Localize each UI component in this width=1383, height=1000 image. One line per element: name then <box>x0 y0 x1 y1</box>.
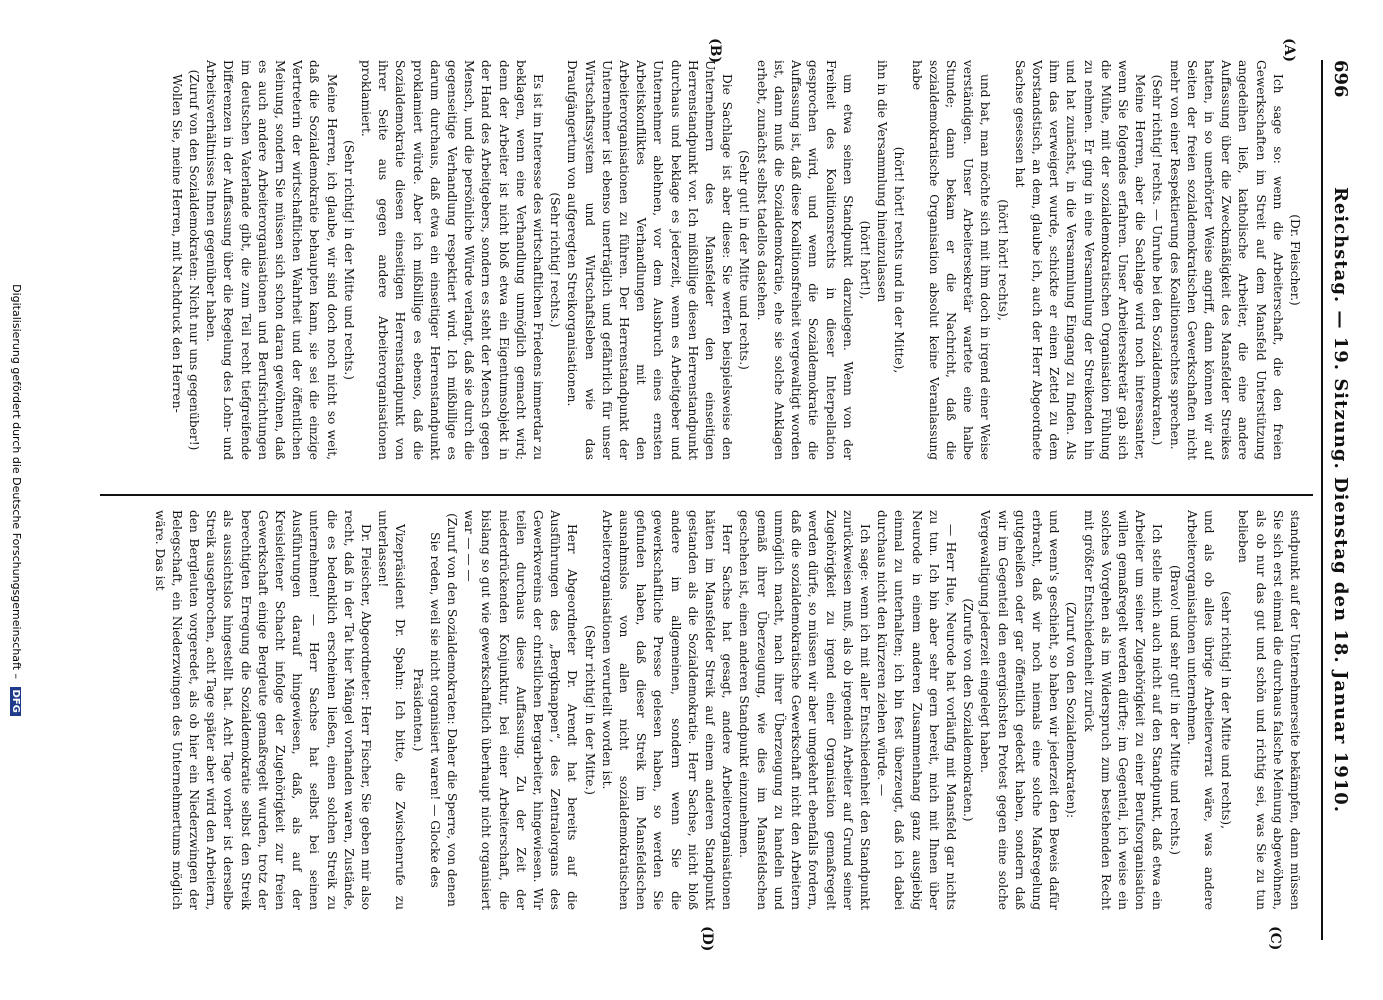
paragraph: und wenn's geschieht, so haben wir jederzeit den Beweis dafür erbracht, daß wir noch niemals eine solche Maßregelung gutgeheißen oder gar öffentlich gedeckt haben, sondern daß wir im Gegenteil den energischsten Protest gegen eine solche Vergewaltigung jederzeit eingelegt haben. <box>978 510 1062 910</box>
page-footer <box>10 0 23 1000</box>
paragraph: Ich sage so: wenn die Arbeiterschaft, die den freien Gewerkschaften im Streit auf dem Mansfeld Unterstützung angedeihen ließ, katholische Arbeiter, die eine andere Auffassung über die Zweckmäßigkeit des Mansfelder Streikes hatten, in so unerhörter Weise angriff, dann können wir auf Seiten der freien sozialdemokratischen Gewerkschaften nicht mehr von einer Respektierung des Koalitionsrechtes sprechen. <box>1167 60 1285 460</box>
paragraph: Ich sage: wenn ich mit aller Entschiedenheit den Standpunkt zurückweisen muß, als ob irgendein Arbeiter auf Grund seiner Zugehörigkeit zu irgend einer Organisation gemaßregelt werden dürfe, so müssen wir aber umgekehrt ebenfalls fordern, daß die sozialdemokratische Gewerkschaft nicht den Arbeitern unmöglich macht, nach ihrer Überzeugung zu handeln und gemäß ihrer Überzeugung, wie dies im Mansfeldschen geschehen ist, einen anderen Standpunkt einzunehmen. <box>737 510 872 910</box>
interjection: (Sehr richtig! in der Mitte und rechts.) <box>341 139 356 381</box>
left-text-column <box>95 60 1303 460</box>
interjection: (hört! hört! rechts), <box>995 199 1010 321</box>
paragraph: und bat, man möchte sich mit ihm doch in irgend einer Weise verständigen. Unser Arbeitersekretär wartete eine halbe Stunde; dann bekam er die Nachricht, daß die sozialdemokratische Organisation absolut keine Veranlassung habe <box>909 60 993 460</box>
interjection: (Sehr richtig! in der Mitte.) <box>582 625 597 795</box>
interjection: (hört! hört! rechts und in der Mitte), <box>892 146 907 374</box>
paragraph: Meine Herren, ich glaube, wir sind doch noch nicht so weit, daß die Sozialdemokratie behaupten kann, sie sei die einzige Vertreterin der wirtschaftlichen Wahrheit und der öffentlichen Meinung, sondern Sie müssen sich schon daran gewöhnen, daß es auch andere Arbeiterorganisationen und Berufsrichtungen im deutschen Vaterlande gibt, die zum Teil recht tiefgreifende Differenzen in der Auffassung über die Regelung des Lohn- und Arbeitsverhältnisses Ihnen gegenüber haben. <box>204 60 339 460</box>
interjection: (Sehr gut! in der Mitte und rechts.) <box>737 150 752 370</box>
interjection: (Zuruf von den Sozialdemokraten): <box>1064 601 1079 819</box>
page-number: 696 <box>1330 60 1351 98</box>
footer-credit: Digitalisierung gefördert durch die Deutsche Forschungsgemeinschaft – <box>10 284 23 680</box>
paragraph: Wollen Sie, meine Herren, mit Nachdruck den Herren- <box>169 74 184 413</box>
paragraph: und als ob alles übrige Arbeiterverrat wäre, was andere Arbeiterorganisationen unternehmen. <box>1184 510 1216 910</box>
paragraph: Herr Sachse hat gesagt, andere Arbeiterorganisationen hätten im Mansfelder Streik auf einem anderen Standpunkt gestanden als die Sozialdemokratie. Herr Sachse, nicht bloß andere im allgemeinen, sondern wenn Sie die gewerkschaftliche Presse gelesen haben, so werden Sie gefunden haben, daß dieser Streik im Mansfeldschen ausnahmslos von allen nicht sozialdemokratischen Arbeiterorganisationen verurteilt worden ist. <box>599 510 735 910</box>
margin-marker-a: (A) <box>1281 38 1297 63</box>
margin-marker-d: (D) <box>699 926 715 952</box>
interjection: (Sehr richtig! rechts.) <box>548 192 563 328</box>
paragraph: ihn in die Versammlung hineinzulassen <box>875 60 890 303</box>
interjection: (sehr richtig! in der Mitte und rechts), <box>1219 590 1234 829</box>
interjection: (hört! hört!), <box>857 220 872 300</box>
interjection: (Zurufe von den Sozialdemokraten.) <box>961 598 976 822</box>
dfg-logo: DFG <box>10 687 21 716</box>
page-header <box>1321 60 1353 940</box>
margin-marker-c: (C) <box>1267 926 1283 951</box>
interjection: (Zuruf von den Sozialdemokraten: Nicht nur uns gegenüber!) <box>187 69 201 451</box>
interjection: (Dr. Fleischer.) <box>1288 214 1302 306</box>
interjection: (Zuruf von den Sozialdemokraten: Daher die Sperre, von denen Sie reden, weil sie nicht organisiert waren! — Glocke des Präsidenten.) <box>410 513 460 907</box>
right-text-column <box>95 510 1303 910</box>
paragraph: — Herr Hue, Neurode hat vorläufig mit Mansfeld gar nichts zu tun. Ich bin aber sehr gern bereit, mich mit Ihnen über Neurode in einem anderen Zusammenhang ganz ausgiebig einmal zu unterhalten; ich bin fest überzeugt, daß ich dabei durchaus nicht den kürzeren ziehen würde. — <box>875 510 958 910</box>
paragraph: Vizepräsident Dr. Spahn: Ich bitte, die Zwischenrufe zu unterlassen! <box>376 510 408 910</box>
margin-marker-b: (B) <box>707 38 723 64</box>
paragraph: standpunkt auf der Unternehmerseite bekämpfen, dann müssen Sie sich erst einmal die durchaus falsche Meinung abgewöhnen, als ob nur das gut und schön und richtig sei, was Sie zu tun belieben <box>1236 510 1302 910</box>
paragraph: Ich stelle mich auch nicht auf den Standpunkt, daß etwa ein Arbeiter um seiner Zugehörigkeit zu einer Berufsorganisation willen gemaßregelt werden dürfte; im Gegenteil, ich weise ein solches Vorgehen als im Widerspruch zum bestehenden Recht mit größter Entschiedenheit zurück <box>1081 510 1165 910</box>
paragraph: Meine Herren, aber die Sachlage wird noch interessanter, wenn Sie folgendes erfahren. Unser Arbeitersekretär gab sich die Mühe, mit der sozialdemokratischen Organisation Fühlung zu nehmen. Er ging in eine Versammlung der Streikenden hin und hat zunächst, in die Versammlung Eingang zu finden. Als ihm das verweigert wurde, schickte er einen Zettel zu dem Vorstandstisch, an dem, glaube ich, auch der Herr Abgeordnete Sachse gesessen hat <box>1012 60 1148 460</box>
paragraph: Die Sachlage ist aber diese: Sie werfen beispielsweise den Unternehmern des Mansfelder den einseitigen Herrenstandpunkt vor. Ich mißbillige diesen Herrenstandpunkt durchaus und beklage es jederzeit, wenn es Arbeitgeber und Unternehmer ablehnen, vor dem Ausbruch eines ernsten Arbeitskonfliktes Verhandlungen mit den Arbeiterorganisationen zu führen. Der Herrenstandpunkt der Unternehmer ist ebenso unerträglich und gefährlich für unser Wirtschaftssystem und Wirtschaftsleben wie das Draufgängertum von aufgeregten Streikorganisationen. <box>565 60 735 460</box>
interjection: (Sehr richtig! rechts. — Unruhe bei den Sozialdemokraten.) <box>1150 74 1165 446</box>
paragraph: um etwa seinen Standpunkt darzulegen. Wenn von der Freiheit des Koalitionsrechts in dieser Interpellation gesprochen wird, und wenn die Sozialdemokratie die Auffassung ist, daß diese Koalitionsfreiheit vergewaltigt worden ist, dann muß die Sozialdemokratie, ehe sie solche Anklagen erhebt, zunächst selbst tadellos dastehen. <box>754 60 855 460</box>
column-divider <box>100 494 1313 496</box>
paragraph: Herr Abgeordneter Dr. Arendt hat bereits auf die Ausführungen des „Bergknappen“, des Zentralorgans des Gewerkvereins der christlichen Bergarbeiter, hingewiesen. Wir teilen durchaus diese Auffassung. Zu der Zeit der niederdrückenden Konjunktur, bei einer Arbeiterschaft, die bislang so gut wie gewerkschaftlich überhaupt nicht organisiert war — — — <box>462 510 580 910</box>
interjection: (Bravo! und sehr gut! in der Mitte und rechts.) <box>1167 565 1182 855</box>
paragraph: Es ist im Interesse des wirtschaftlichen Friedens immerdar zu beklagen, wenn eine Verhandlung unmöglich gemacht wird; denn der Arbeiter ist nicht bloß etwa ein Eigentumsobjekt in der Hand des Arbeitgebers, sondern es steht der Mensch gegen Mensch, und die persönliche Würde verlangt, daß sie durch die gegenseitige Verhandlung respektiert wird. Ich mißbillige es darum durchaus, daß etwa ein einseitiger Herrenstandpunkt proklamiert würde. Aber ich mißbillige es ebenso, daß die Sozialdemokratie diesen einseitigen Herrenstandpunkt von ihrer Seite aus gegen andere Arbeiterorganisationen proklamiert. <box>359 60 546 460</box>
page-title: Reichstag. — 19. Sitzung. Dienstag den 18. Januar 1910. <box>1330 186 1351 814</box>
paragraph: Dr. Fleischer, Abgeordneter: Herr Fischer, Sie geben mir also recht, daß in der Tat hier Mängel vorhanden waren, Zustände, die es bedenklich erscheinen ließen, einen solchen Streik zu unternehmen! — Herr Sachse hat selbst bei seinen Ausführungen darauf hingewiesen, daß, als auf der Kreisleitener Schacht infolge der Zugehörigkeit zur freien Gewerkschaft einige Bergleute gemaßregelt wurden, trotz der berechtigten Erregung die Sozialdemokratie selbst den Streik als aussichtslos hingestellt hat. Acht Tage vorher ist derselbe Streik ausgebrochen, acht Tage später aber wird den Arbeitern, den Bergleuten vorgeredet, als ob hier ein Niederzwingen der Belegschaft, ein Niederzwingen des Unternehmertums möglich wäre. Das ist <box>152 510 374 910</box>
